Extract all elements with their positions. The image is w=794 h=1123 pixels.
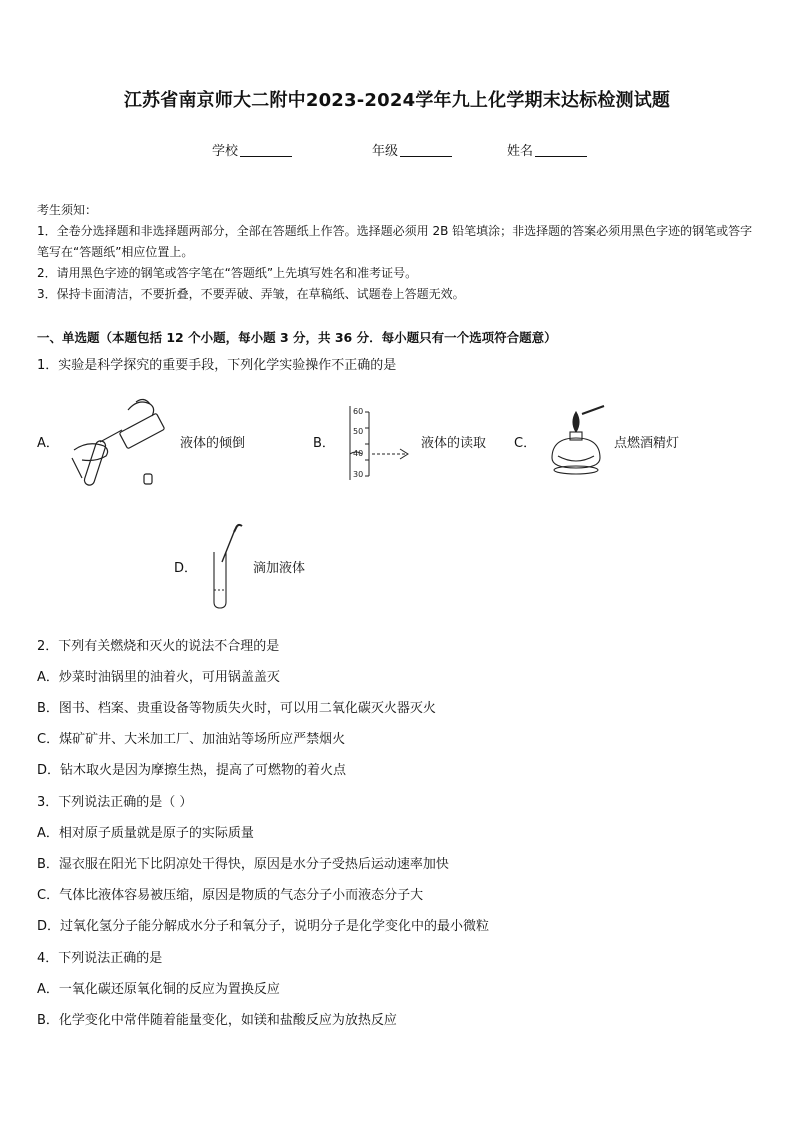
q4-option-a: A．一氧化碳还原氧化铜的反应为置换反应 xyxy=(37,982,280,997)
graduated-cylinder-figure xyxy=(338,404,418,484)
q1-option-b-caption: 液体的读取 xyxy=(421,436,487,451)
school-blank xyxy=(240,144,292,157)
q1-option-d-caption: 滴加液体 xyxy=(253,561,306,576)
tick-50: 50 xyxy=(353,427,364,436)
q3-option-d: D．过氧化氢分子能分解成水分子和氧分子，说明分子是化学变化中的最小微粒 xyxy=(37,919,490,934)
q2-option-b: B．图书、档案、贵重设备等物质失火时，可以用二氧化碳灭火器灭火 xyxy=(37,701,436,716)
alcohol-lamp-figure xyxy=(544,404,610,476)
school-field xyxy=(212,140,292,159)
tick-60: 60 xyxy=(353,407,364,416)
name-blank xyxy=(535,144,587,157)
school-label: 学校 xyxy=(212,144,239,159)
tick-40: 40 xyxy=(353,449,364,458)
notice-item-1: 1．全卷分选择题和非选择题两部分，全部在答题纸上作答。选择题必须用 2B 铅笔填涂；非选择题的答案必须用黑色字迹的钢笔或答字笔写在“答题纸”相应位置上。 xyxy=(37,224,753,259)
q1-option-c-caption: 点燃酒精灯 xyxy=(614,436,680,451)
notice-heading: 考生须知： xyxy=(37,203,98,217)
q4-stem: 4．下列说法正确的是 xyxy=(37,951,163,966)
q4-option-b: B．化学变化中常伴随着能量变化，如镁和盐酸反应为放热反应 xyxy=(37,1013,397,1028)
q1-option-c-label: C． xyxy=(514,436,537,451)
q3-option-b: B．湿衣服在阳光下比阴凉处干得快，原因是水分子受热后运动速率加快 xyxy=(37,857,449,872)
q1-stem: 1．实验是科学探究的重要手段，下列化学实验操作不正确的是 xyxy=(37,358,397,373)
name-label: 姓名 xyxy=(507,144,534,159)
q1-option-a-label: A． xyxy=(37,436,59,451)
q1-option-b-label: B． xyxy=(313,436,335,451)
pouring-liquid-figure xyxy=(66,392,170,492)
notice-item-2: 2．请用黑色字迹的钢笔或答字笔在“答题纸”上先填写姓名和准考证号。 xyxy=(37,266,418,280)
tick-30: 30 xyxy=(353,470,364,479)
grade-label: 年级 xyxy=(372,144,399,159)
q3-stem: 3．下列说法正确的是（ ） xyxy=(37,795,193,810)
section-title: 一、单选题（本题包括 12 个小题，每小题 3 分，共 36 分．每小题只有一个选项符合题意） xyxy=(37,330,557,345)
q2-option-a: A．炒菜时油锅里的油着火，可用锅盖盖灭 xyxy=(37,670,280,685)
name-field xyxy=(507,140,587,159)
q3-option-c: C．气体比液体容易被压缩，原因是物质的气态分子小而液态分子大 xyxy=(37,888,424,903)
q1-option-d-label: D． xyxy=(174,561,198,576)
notice-item-3: 3．保持卡面清洁，不要折叠，不要弄破、弄皱，在草稿纸、试题卷上答题无效。 xyxy=(37,287,465,301)
q2-stem: 2．下列有关燃烧和灭火的说法不合理的是 xyxy=(37,639,280,654)
dropper-test-tube-figure xyxy=(204,522,244,612)
q2-option-d: D．钻木取火是因为摩擦生热，提高了可燃物的着火点 xyxy=(37,763,347,778)
q3-option-a: A．相对原子质量就是原子的实际质量 xyxy=(37,826,254,841)
grade-blank xyxy=(400,144,452,157)
q1-option-a-caption: 液体的倾倒 xyxy=(180,436,246,451)
grade-field xyxy=(372,140,452,159)
q2-option-c: C．煤矿矿井、大米加工厂、加油站等场所应严禁烟火 xyxy=(37,732,346,747)
page-title: 江苏省南京师大二附中2023-2024学年九上化学期末达标检测试题 xyxy=(123,90,671,111)
